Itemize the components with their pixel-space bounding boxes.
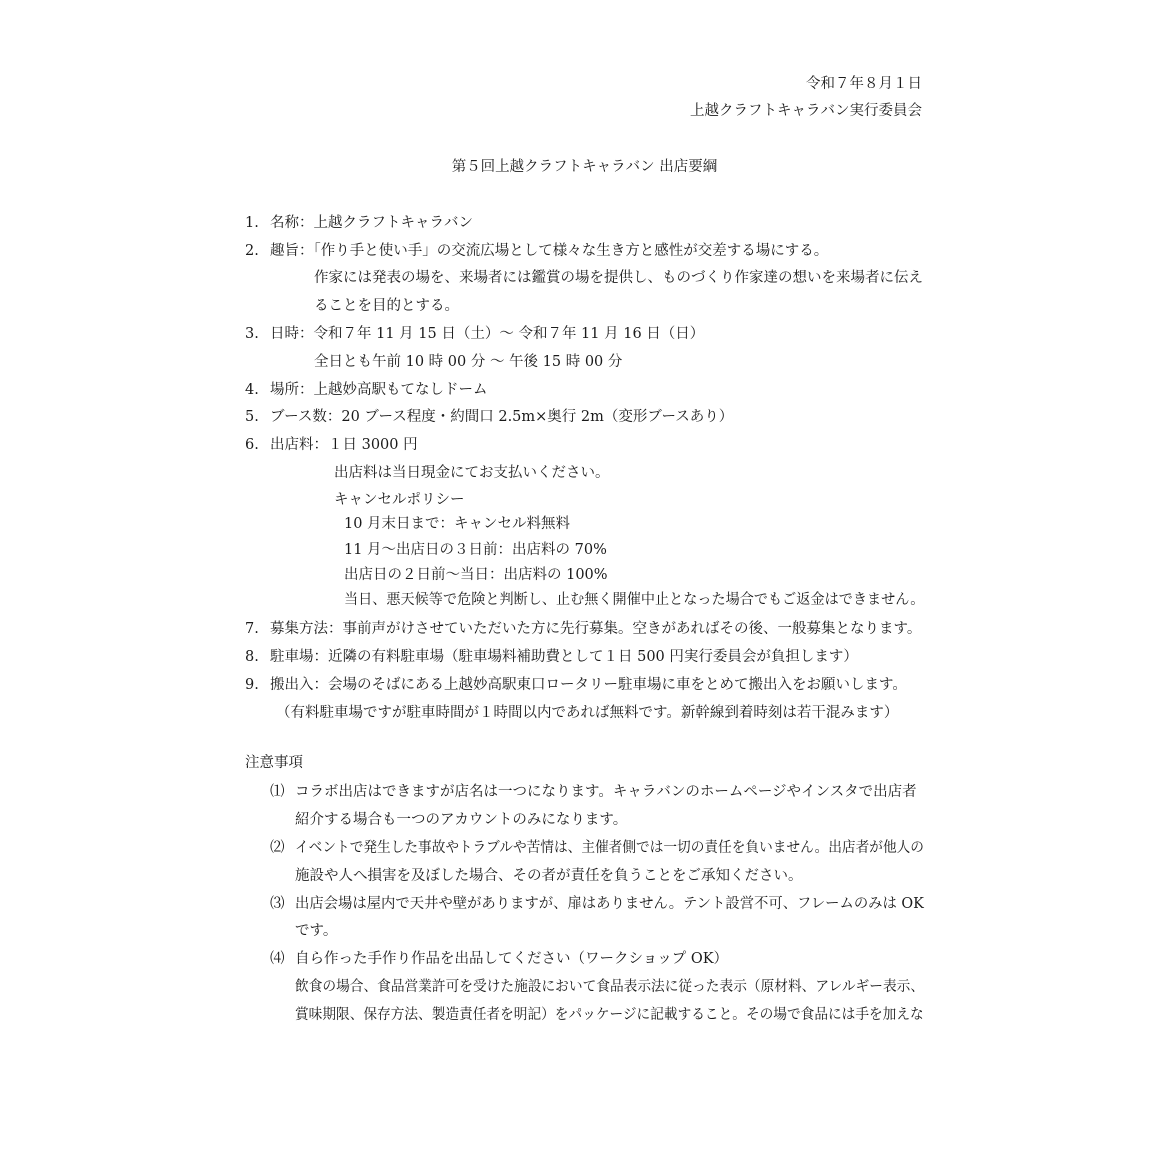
- note-line: 出店会場は屋内で天井や壁がありますが、扉はありません。テント設営不可、フレームのみは OK: [295, 896, 924, 912]
- cancel-policy-line: 10 月末日まで：キャンセル料無料: [344, 516, 571, 532]
- item-purpose-continued: ることを目的とする。: [314, 298, 459, 314]
- item-number: 7.: [245, 621, 259, 637]
- organizer-name: 上越クラフトキャラバン実行委員会: [690, 103, 922, 119]
- item-number: 4.: [245, 382, 259, 398]
- cancel-policy-line: 11 月〜出店日の３日前：出店料の 70%: [344, 542, 607, 558]
- cancel-policy-heading: キャンセルポリシー: [334, 492, 465, 508]
- note-line: 紹介する場合も一つのアカウントのみになります。: [295, 812, 628, 828]
- item-recruitment: 募集方法：事前声がけさせていただいた方に先行募集。空きがあればその後、一般募集となります。: [270, 621, 922, 637]
- item-loading-note: （有料駐車場ですが駐車時間が１時間以内であれば無料です。新幹線到着時刻は若干混みます）: [276, 705, 899, 721]
- note-line: 飲食の場合、食品営業許可を受けた施設において食品表示法に従った表示（原材料、アレルギー表示、: [295, 979, 925, 995]
- item-number: 2.: [245, 243, 259, 259]
- item-number: 5.: [245, 409, 259, 425]
- item-date: 日時：令和７年 11 月 15 日（土）〜 令和７年 11 月 16 日（日）: [270, 326, 705, 342]
- document-title: 第５回上越クラフトキャラバン 出店要綱: [451, 159, 718, 175]
- item-venue: 場所：上越妙高駅もてなしドーム: [270, 382, 488, 398]
- item-date-hours: 全日とも午前 10 時 00 分 〜 午後 15 時 00 分: [314, 354, 623, 370]
- fee-payment-note: 出店料は当日現金にてお支払いください。: [334, 465, 610, 481]
- item-number: 3.: [245, 326, 259, 342]
- note-line: コラボ出店はできますが店名は一つになります。キャラバンのホームページやインスタで出店者: [295, 784, 917, 800]
- note-number: ⑴: [270, 784, 285, 800]
- item-booths: ブース数：20 ブース程度・約間口 2.5m×奥行 2m（変形ブースあり）: [270, 409, 734, 425]
- item-number: 1.: [245, 215, 259, 231]
- notes-heading: 注意事項: [245, 755, 303, 771]
- cancel-policy-line: 出店日の２日前〜当日：出店料の 100%: [344, 567, 608, 583]
- item-parking: 駐車場：近隣の有料駐車場（駐車場料補助費として１日 500 円実行委員会が負担します）: [270, 649, 858, 665]
- note-line: です。: [295, 923, 338, 939]
- cancel-policy-line: 当日、悪天候等で危険と判断し、止む無く開催中止となった場合でもご返金はできません。: [344, 592, 925, 608]
- note-line: 自ら作った手作り作品を出品してください（ワークショップ OK）: [295, 951, 729, 967]
- item-purpose-continued: 作家には発表の場を、来場者には鑑賞の場を提供し、ものづくり作家達の想いを来場者に伝え: [314, 270, 923, 286]
- item-number: 8.: [245, 649, 259, 665]
- item-number: 9.: [245, 677, 259, 693]
- note-number: ⑷: [270, 951, 285, 967]
- item-number: 6.: [245, 437, 259, 453]
- issue-date: 令和７年８月１日: [806, 76, 922, 92]
- item-loading: 搬出入：会場のそばにある上越妙高駅東口ロータリー駐車場に車をとめて搬出入をお願いします。: [270, 677, 907, 693]
- note-number: ⑵: [270, 840, 285, 856]
- item-fee: 出店料：１日 3000 円: [270, 437, 418, 453]
- note-line: 施設や人へ損害を及ぼした場合、その者が責任を負うことをご承知ください。: [295, 868, 803, 884]
- note-line: 賞味期限、保存方法、製造責任者を明記）をパッケージに記載すること。その場で食品には手を加えな: [295, 1007, 924, 1023]
- note-number: ⑶: [270, 896, 285, 912]
- item-name: 名称：上越クラフトキャラバン: [270, 215, 473, 231]
- note-line: イベントで発生した事故やトラブルや苦情は、主催者側では一切の責任を負いません。出店者が他人の: [295, 840, 924, 856]
- item-purpose: 趣旨：「作り手と使い手」の交流広場として様々な生き方と感性が交差する場にする。: [270, 243, 829, 259]
